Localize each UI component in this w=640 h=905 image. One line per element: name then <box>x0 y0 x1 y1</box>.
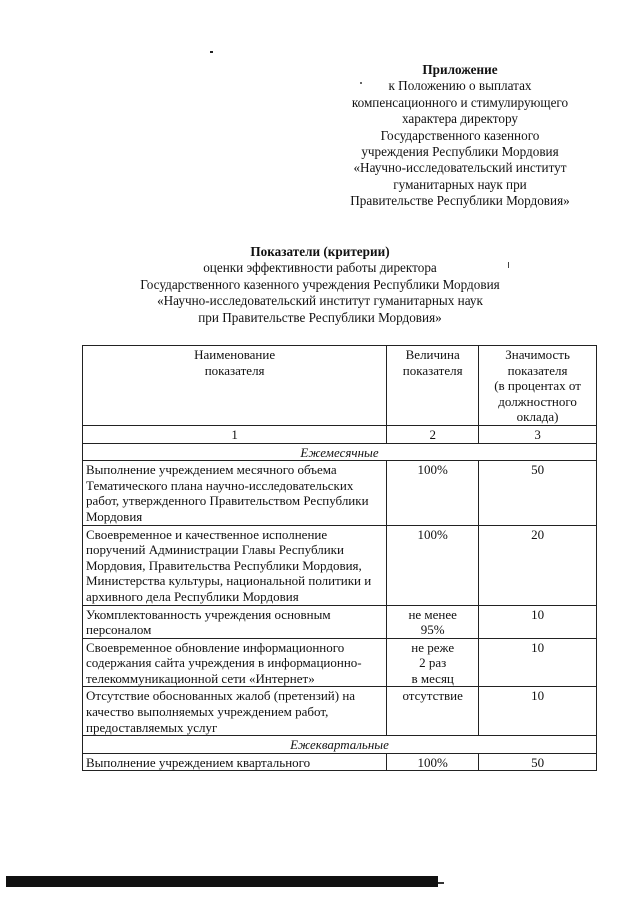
indicator-weight: 20 <box>479 525 597 605</box>
criteria-heading <box>100 244 540 326</box>
scan-edge-bar <box>438 882 444 884</box>
criteria-line: Государственного казенного учреждения Республики Мордовия <box>140 276 500 292</box>
indicator-value: 100% <box>387 753 479 771</box>
appendix-line: Правительстве Республики Мордовия» <box>350 193 570 209</box>
section-row <box>83 736 597 754</box>
header-indicator-value: Величина показателя <box>387 346 479 426</box>
criteria-line: при Правительстве Республики Мордовия» <box>198 309 442 325</box>
table-row <box>83 753 597 771</box>
table-row <box>83 605 597 638</box>
appendix-line: к Положению о выплатах <box>388 78 532 94</box>
indicator-name: Своевременное и качественное исполнение поручений Администрации Главы Республики Мордовия, Правительства Республики Мордовия, Министерства культуры, национальной политики и архивного дела Республики Мордовия <box>83 525 387 605</box>
indicator-weight: 10 <box>479 687 597 736</box>
column-number: 1 <box>83 425 387 443</box>
appendix-line: компенсационного и стимулирующего <box>351 94 569 110</box>
section-quarterly: Ежеквартальные <box>83 736 597 754</box>
criteria-title: Показатели (критерии) <box>250 244 390 259</box>
appendix-line: характера директору <box>402 111 518 127</box>
indicator-value: 100% <box>387 461 479 525</box>
section-monthly: Ежемесячные <box>83 443 597 461</box>
indicator-weight: 10 <box>479 605 597 638</box>
criteria-table <box>82 345 597 771</box>
header-indicator-weight: Значимость показателя (в процентах от должностного оклада) <box>479 346 597 426</box>
scan-speck <box>210 51 213 53</box>
indicator-weight: 50 <box>479 461 597 525</box>
indicator-name: Своевременное обновление информационного содержания сайта учреждения в информационно-телекоммуникационной сети «Интернет» <box>83 638 387 687</box>
indicator-value: 100% <box>387 525 479 605</box>
scan-edge-bar <box>6 876 438 887</box>
appendix-line: учреждения Республики Мордовия <box>361 144 559 160</box>
section-row <box>83 443 597 461</box>
appendix-line: гуманитарных наук при <box>393 176 527 192</box>
appendix-line: Государственного казенного <box>380 127 540 143</box>
appendix-title: Приложение <box>422 62 498 77</box>
table-number-row <box>83 425 597 443</box>
indicator-value: не менее 95% <box>387 605 479 638</box>
table-row <box>83 461 597 525</box>
indicator-name: Выполнение учреждением квартального <box>83 753 387 771</box>
indicator-value: не реже 2 раз в месяц <box>387 638 479 687</box>
criteria-line: «Научно-исследовательский институт гуманитарных наук <box>157 293 483 309</box>
table-row <box>83 638 597 687</box>
column-number: 2 <box>387 425 479 443</box>
appendix-block <box>330 62 590 210</box>
indicator-weight: 50 <box>479 753 597 771</box>
indicator-name: Отсутствие обоснованных жалоб (претензий) на качество выполняемых учреждением работ, предоставляемых услуг <box>83 687 387 736</box>
table-row <box>83 525 597 605</box>
indicator-name: Выполнение учреждением месячного объема Тематического плана научно-исследовательских работ, утвержденного Правительством Республики Мордовия <box>83 461 387 525</box>
table-header-row <box>83 346 597 426</box>
criteria-line: оценки эффективности работы директора <box>203 260 437 276</box>
indicator-weight: 10 <box>479 638 597 687</box>
header-indicator-name: Наименование показателя <box>83 346 387 426</box>
appendix-line: «Научно-исследовательский институт <box>353 160 567 176</box>
column-number: 3 <box>479 425 597 443</box>
table-row <box>83 687 597 736</box>
indicator-name: Укомплектованность учреждения основным персоналом <box>83 605 387 638</box>
indicator-value: отсутствие <box>387 687 479 736</box>
